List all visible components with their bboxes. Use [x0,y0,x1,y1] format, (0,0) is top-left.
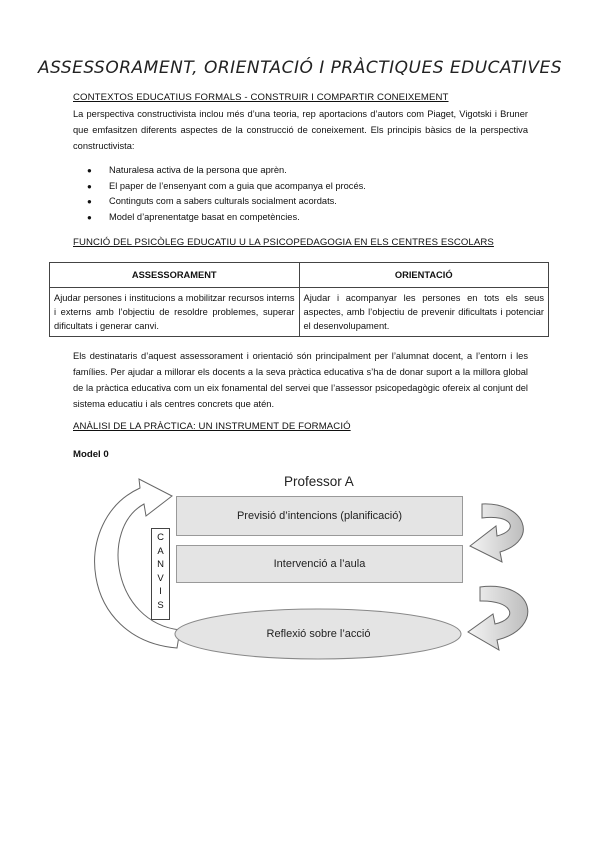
reflexio-label: Reflexió sobre l’acció [266,628,371,640]
canvis-letter: A [157,545,164,557]
table-cell-assessorament: Ajudar persones i institucions a mobilitzar recursos interns i externs amb l’objectiu de resoldre problemes, superar dificultats i generar canvi. [50,288,300,337]
intervencio-label: Intervenció a l’aula [273,558,366,570]
table-header-orientacio: ORIENTACIÓ [299,263,549,288]
canvis-letter: I [159,586,162,597]
previsio-box [176,496,463,536]
intervencio-box [176,545,463,583]
list-item: ● Model d’aprenentatge basat en competències. [73,210,366,226]
constructivism-paragraph: La perspectiva constructivista inclou més d’una teoria, rep aportacions d’autors com Piaget, Vigotski i Bruner que emfasitzen diferents aspectes de la construcció de coneixement. Els principis bàsics de la perspectiva constructivista: [73,109,528,151]
destinataris-paragraph: Els destinataris d’aquest assessorament i orientació són principalment per l’alumnat docent, a l’entorn i les famílies. Per ajudar a millorar els docents a la seva pràctica educativa s’ha de donar suport a la millora global de la pràctica educativa com un eix fonamental del servei que l’assessor psicopedagògic ofereix al conjunt del sistema educatiu i als centres concrets que atén. [73,351,528,409]
canvis-letter: C [157,532,164,543]
model-label: Model 0 [73,449,109,460]
professor-label: Professor A [284,474,354,489]
list-item: ● El paper de l’ensenyant com a guia que acompanya el procés. [73,179,366,195]
canvis-letter: V [157,572,164,584]
cycle-arrow-right-2 [468,586,528,650]
canvis-letter: N [157,559,164,570]
section-heading-contextos: CONTEXTOS EDUCATIUS FORMALS - CONSTRUIR I COMPARTIR CONEIXEMENT [73,92,449,103]
page-title: ASSESSORAMENT, ORIENTACIÓ I PRÀCTIQUES EDUCATIVES [38,58,562,78]
previsio-label: Previsió d’intencions (planificació) [236,510,403,522]
canvis-box [151,528,170,620]
list-item: ● Naturalesa activa de la persona que aprèn. [73,163,366,179]
section-heading-analisi: ANÀLISI DE LA PRÀCTICA: UN INSTRUMENT DE FORMACIÓ [73,421,351,432]
cycle-arrow-right-1 [470,504,523,562]
list-item: ● Continguts com a sabers culturals socialment acordats. [73,194,366,210]
table-cell-orientacio: Ajudar i acompanyar les persones en tots els seus aspectes, amb l’objectiu de prevenir dificultats i potenciar el desenvolupament. [299,288,549,337]
section-heading-funcio: FUNCIÓ DEL PSICÒLEG EDUCATIU U LA PSICOPEDAGOGIA EN ELS CENTRES ESCOLARS [73,237,494,248]
table-header-assessorament: ASSESSORAMENT [50,263,300,288]
canvis-letter: S [157,599,164,611]
